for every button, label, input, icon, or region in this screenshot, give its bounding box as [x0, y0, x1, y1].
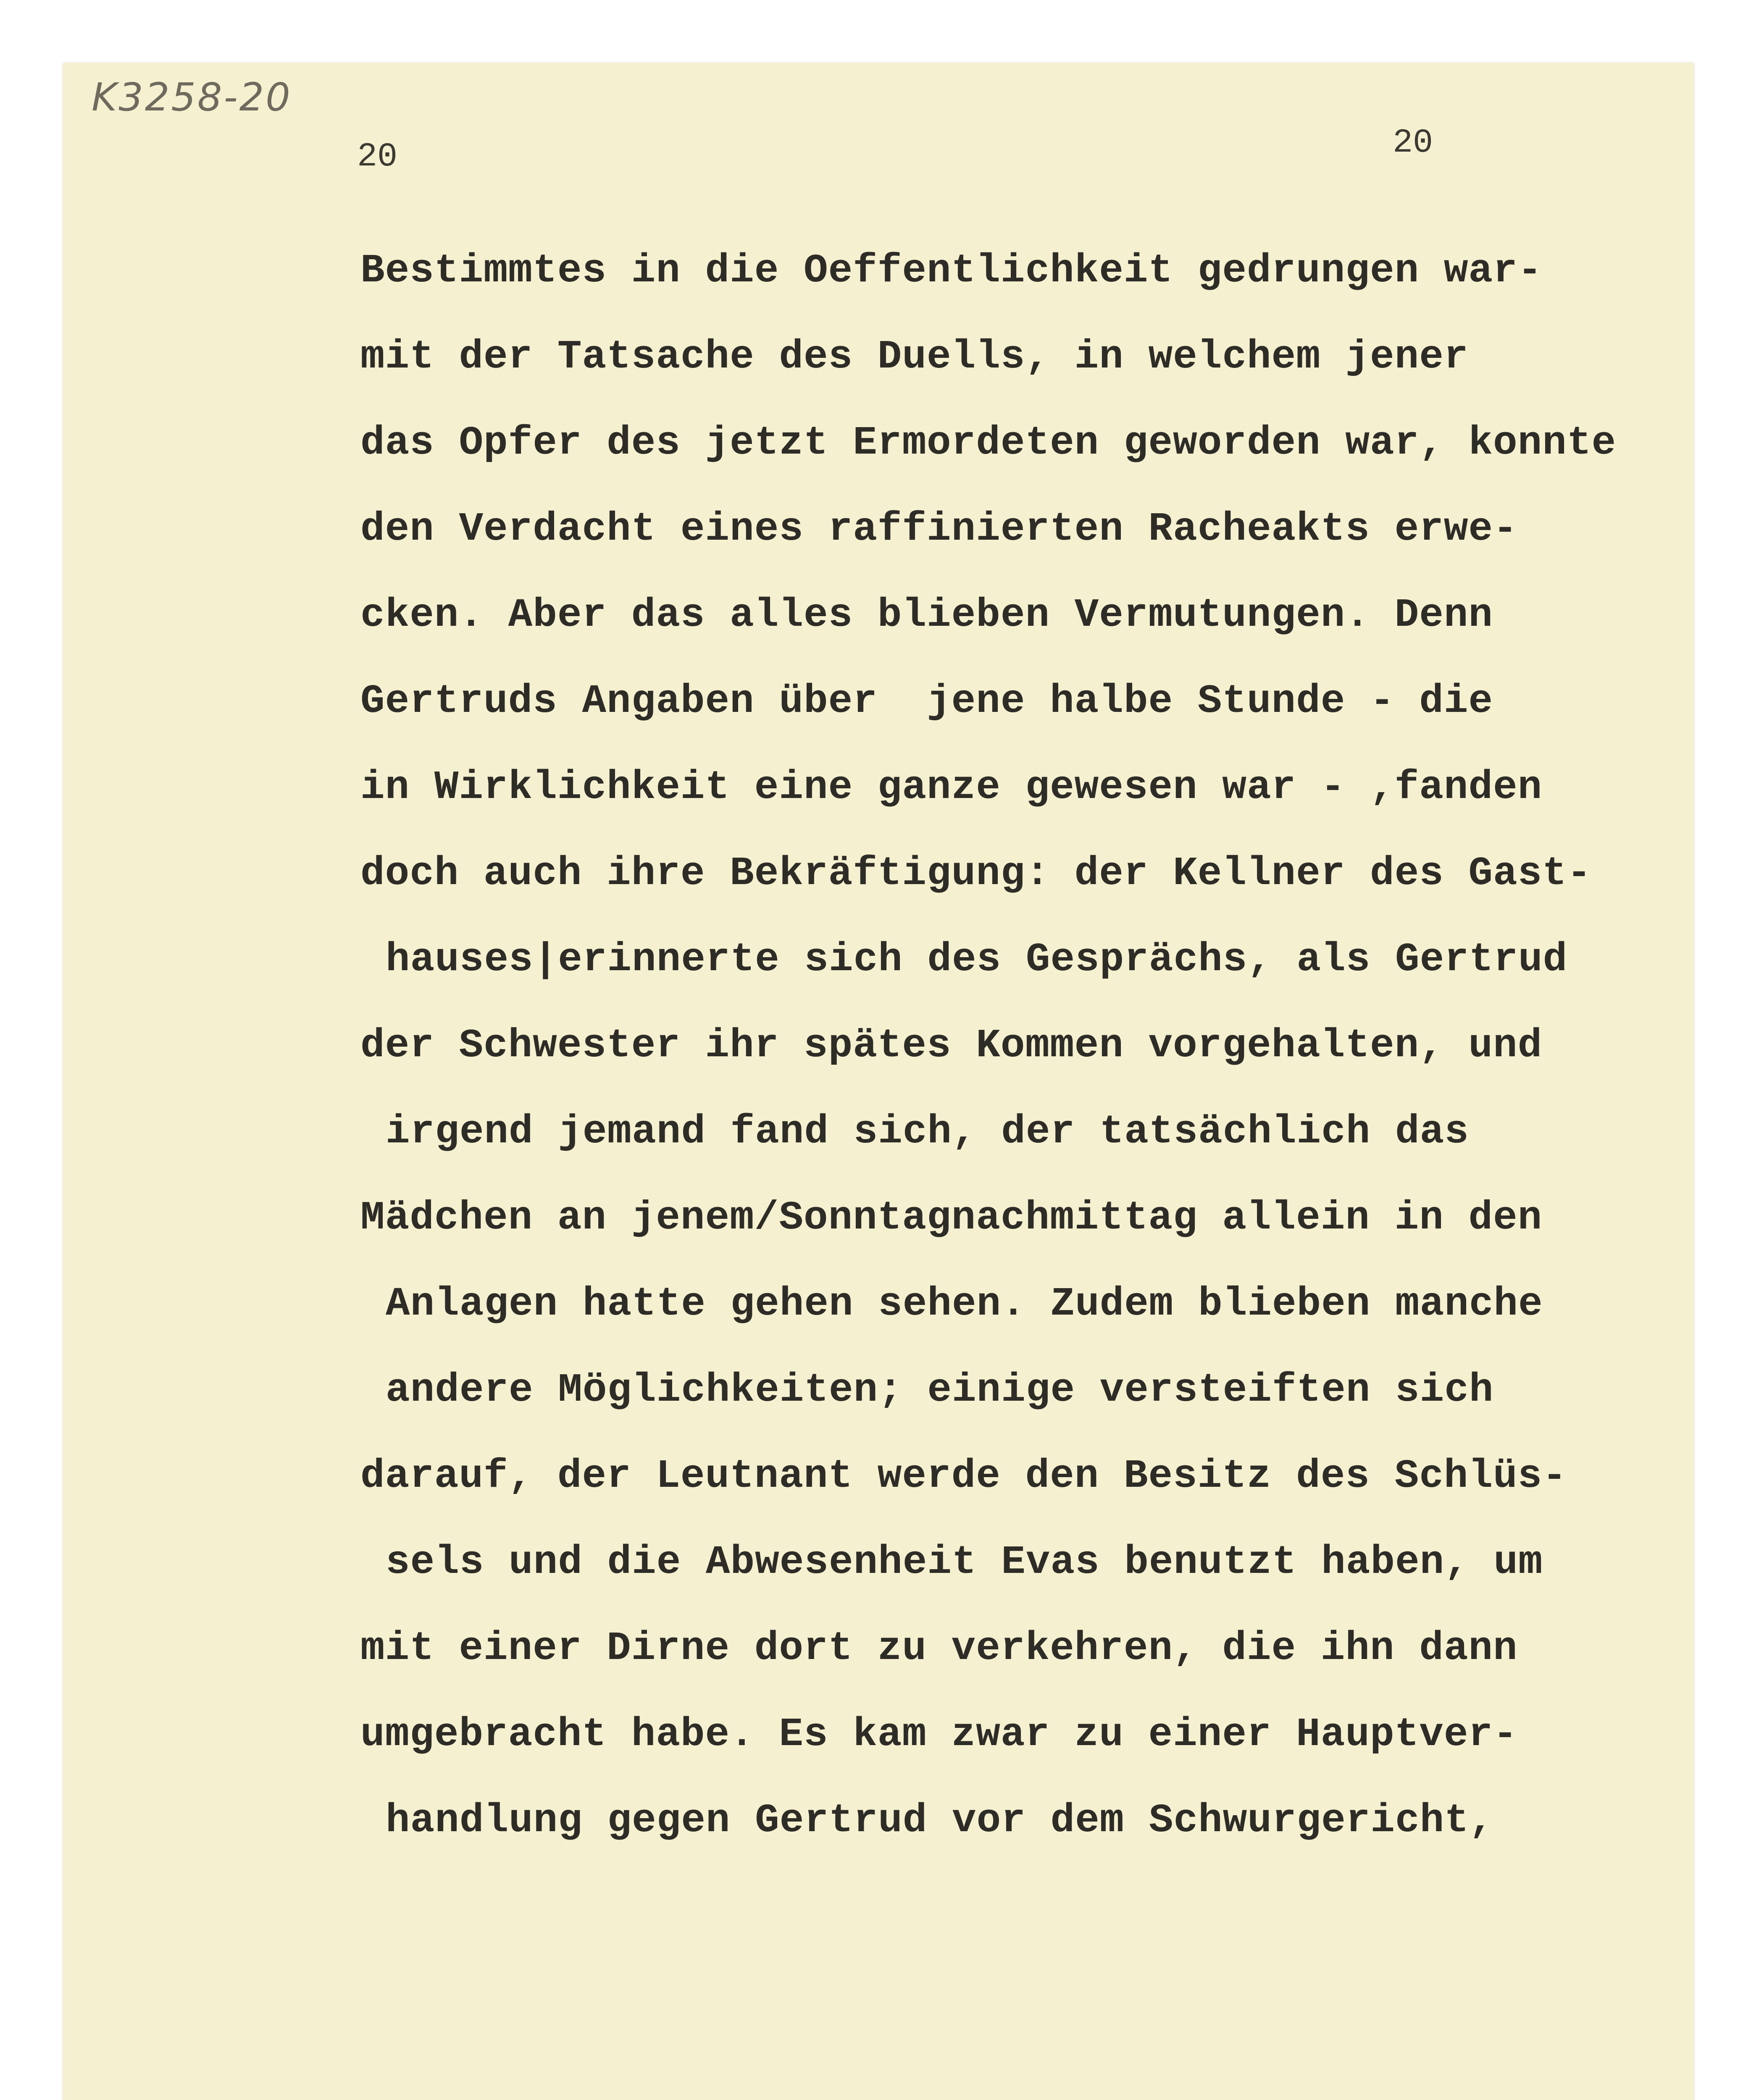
- text-line: mit einer Dirne dort zu verkehren, die ihn dann: [360, 1625, 1518, 1671]
- text-line: Anlagen hatte gehen sehen. Zudem blieben manche: [386, 1281, 1543, 1327]
- text-line: in Wirklichkeit eine ganze gewesen war - ,fanden: [360, 764, 1543, 810]
- text-line: doch auch ihre Bekräftigung: der Kellner des Gast-: [360, 850, 1592, 896]
- text-line: den Verdacht eines raffinierten Racheakts erwe-: [360, 506, 1518, 552]
- text-line: andere Möglichkeiten; einige versteiften sich: [386, 1367, 1494, 1413]
- text-line: der Schwester ihr spätes Kommen vorgehalten, und: [360, 1023, 1543, 1068]
- text-line: Bestimmtes in die Oeffentlichkeit gedrungen war-: [360, 248, 1543, 294]
- text-line: cken. Aber das alles blieben Vermutungen. Denn: [360, 592, 1493, 638]
- page-number-right: 20: [1393, 124, 1433, 162]
- archive-id: K3258-20: [92, 75, 292, 120]
- text-line: sels und die Abwesenheit Evas benutzt haben, um: [386, 1539, 1543, 1585]
- text-line: Mädchen an jenem/Sonntagnachmittag allein in den: [360, 1195, 1543, 1241]
- typewritten-page: [63, 63, 1694, 2100]
- text-line: hauses|erinnerte sich des Gesprächs, als Gertrud: [386, 937, 1568, 982]
- text-line: irgend jemand fand sich, der tatsächlich das: [386, 1109, 1469, 1155]
- text-line: mit der Tatsache des Duells, in welchem jener: [360, 334, 1469, 380]
- text-line: Gertruds Angaben über jene halbe Stunde - die: [360, 678, 1493, 724]
- text-line: darauf, der Leutnant werde den Besitz des Schlüs-: [360, 1453, 1567, 1499]
- page-number-left: 20: [357, 138, 398, 176]
- text-line: umgebracht habe. Es kam zwar zu einer Hauptver-: [360, 1712, 1518, 1757]
- text-line: handlung gegen Gertrud vor dem Schwurgericht,: [386, 1798, 1494, 1843]
- text-line: das Opfer des jetzt Ermordeten geworden war, konnte: [360, 420, 1617, 466]
